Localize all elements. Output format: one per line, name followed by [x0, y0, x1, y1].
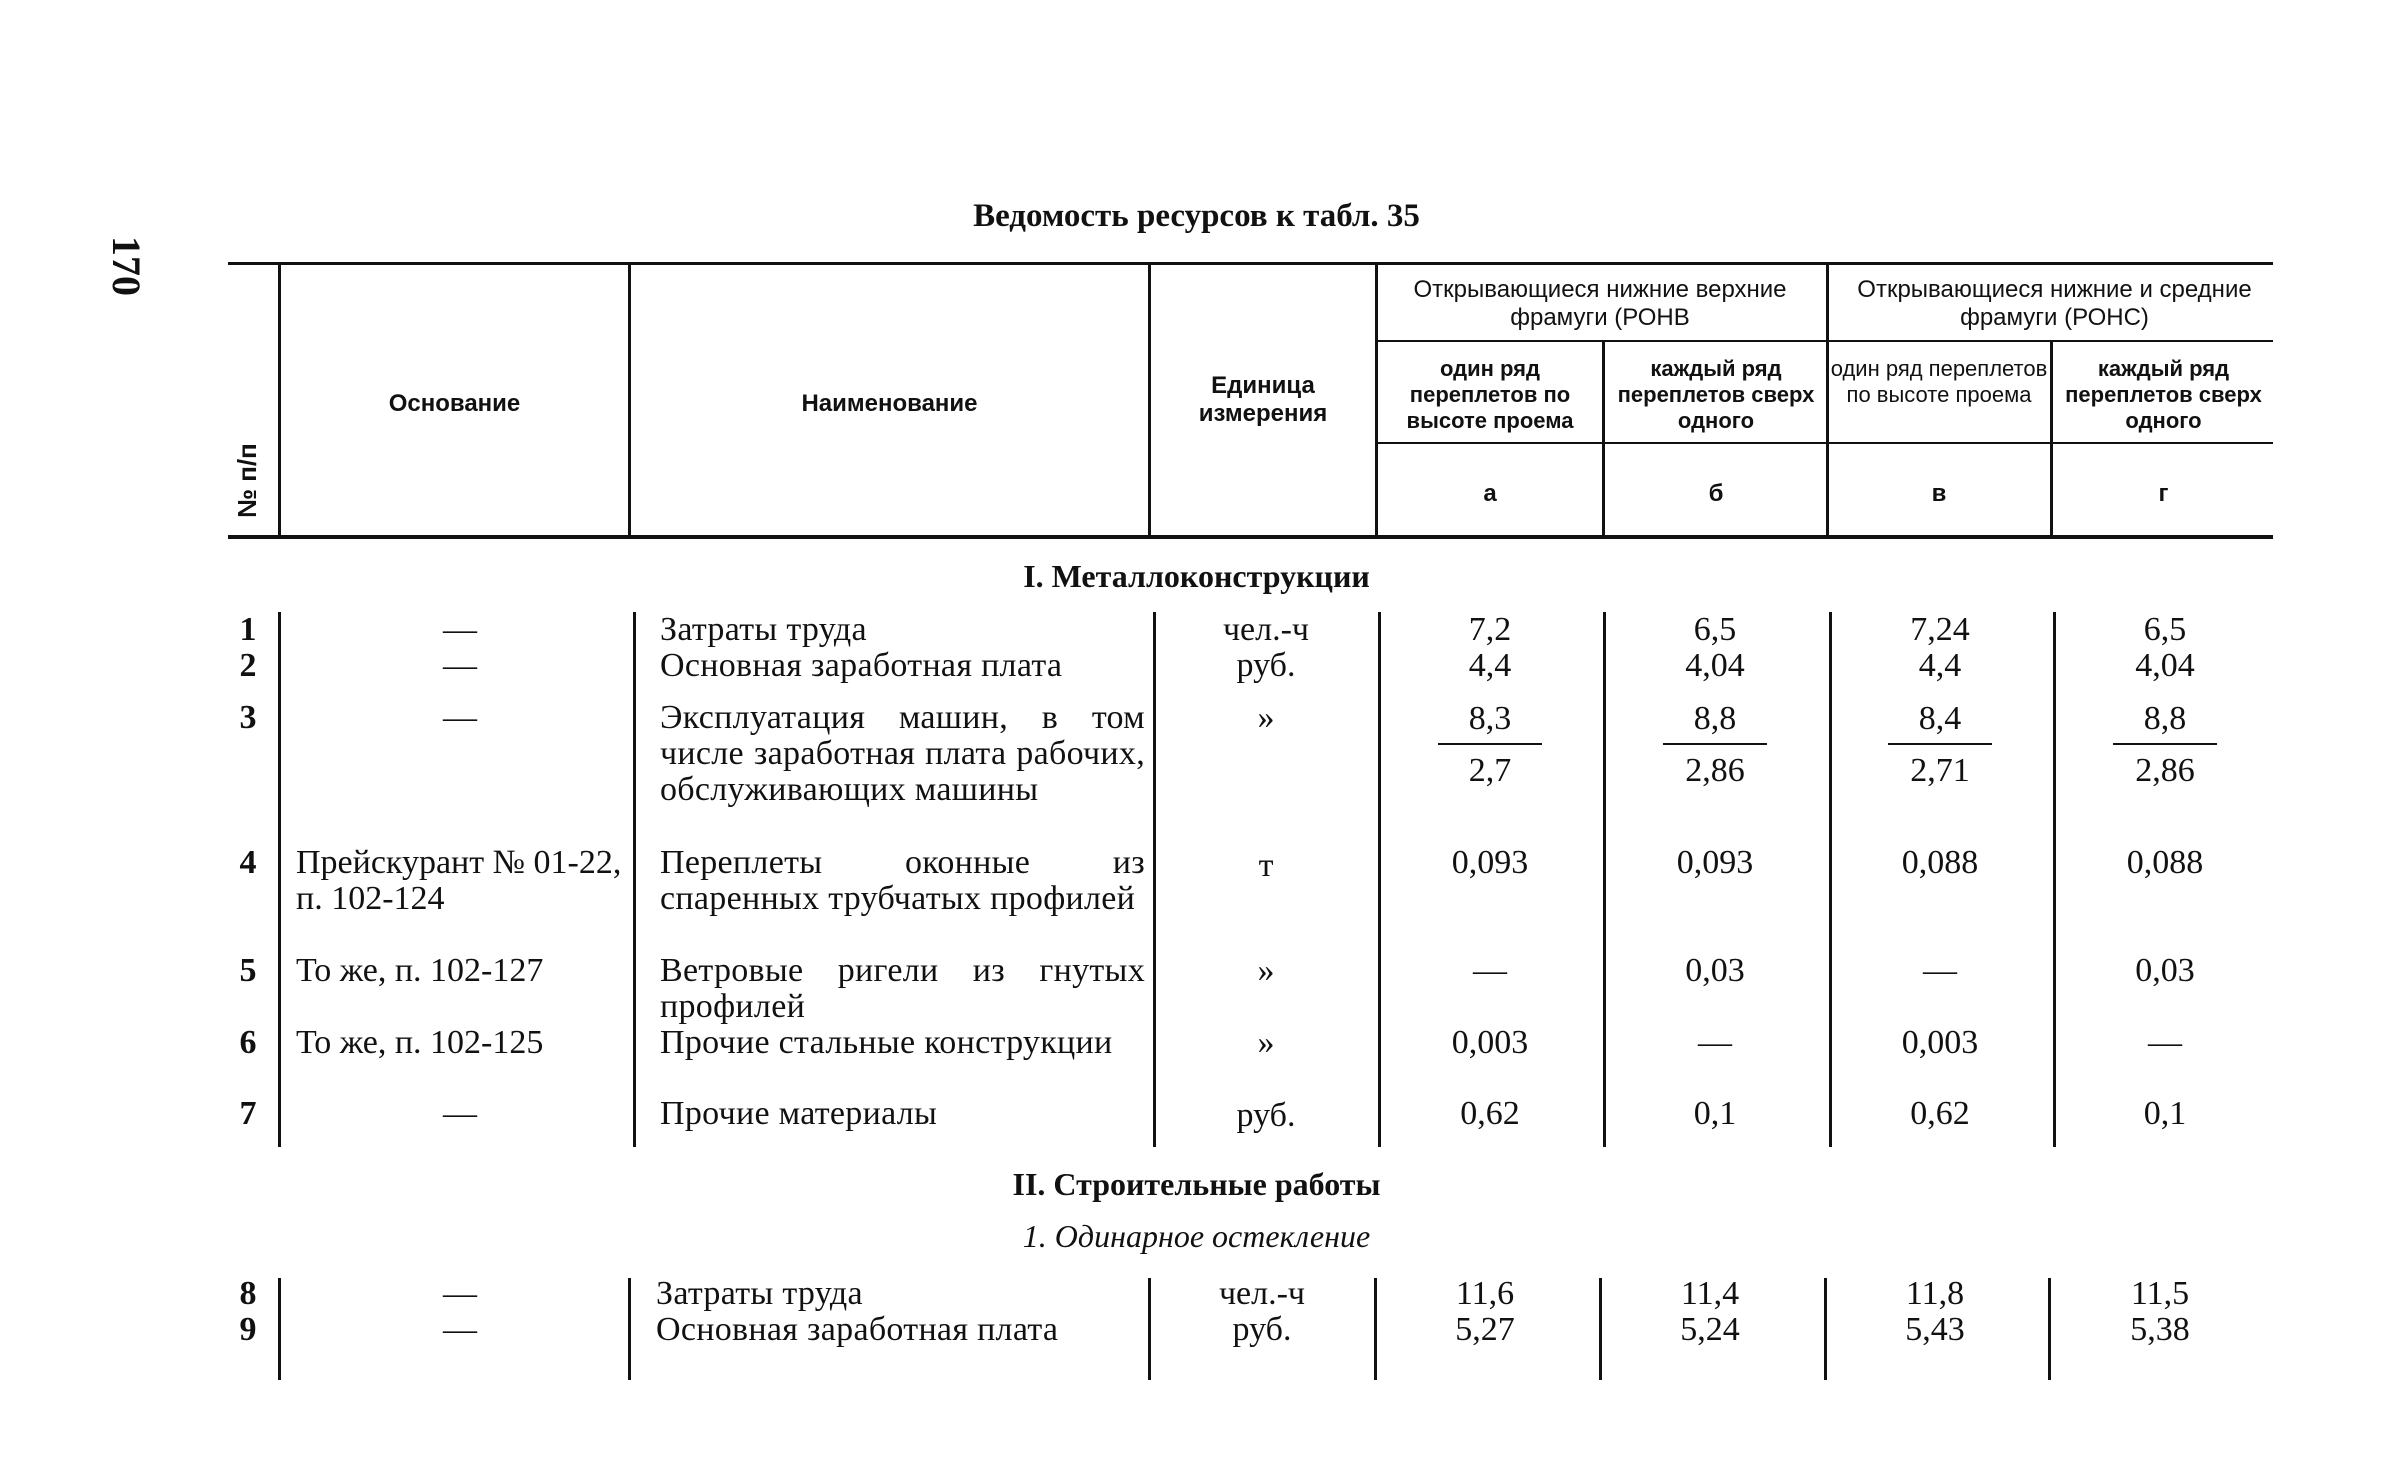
header-letter-g: г [2158, 480, 2169, 507]
row-name: Переплеты оконные из спаренных трубчатых профилей [660, 844, 1145, 917]
value-v: 0,088 [1901, 844, 1979, 881]
value-v: 0,62 [1910, 1095, 1970, 1132]
header-sub-g: каждый ряд переплетов сверх одного [2065, 356, 2262, 433]
header-basis: Основание [388, 390, 521, 417]
value-a-top: 8,3 [1468, 700, 1512, 737]
subheader-rule [1377, 442, 2273, 444]
hdr-vline-5 [1602, 342, 1605, 535]
header-group-rons: Открывающиеся нижние и средние фрамуги (РОНС) [1857, 276, 2252, 331]
row-number: 5 [239, 952, 257, 989]
row-name: Эксплуатация машин, в том числе заработная плата рабочих, обслуживающих машины [660, 699, 1145, 808]
row-number: 4 [239, 844, 257, 881]
value-b: 11,4 [1680, 1275, 1740, 1312]
value-a: 0,093 [1451, 844, 1529, 881]
value-b: — [1698, 1024, 1732, 1061]
group-rule [1377, 340, 2273, 342]
body2-vline-7 [2048, 1278, 2051, 1380]
value-v: 11,8 [1905, 1275, 1965, 1312]
row-number: 7 [239, 1095, 257, 1132]
body2-vline-2 [628, 1278, 631, 1380]
body2-vline-1 [278, 1278, 281, 1380]
table-title: Ведомость ресурсов к табл. 35 [973, 198, 1420, 234]
value-g-bottom: 2,86 [2135, 752, 2195, 789]
value-v: 4,4 [1918, 647, 1962, 684]
row-unit: чел.-ч [1222, 611, 1310, 648]
fraction-line [1888, 743, 1992, 745]
row-name: Прочие материалы [660, 1095, 938, 1132]
value-b: 0,1 [1693, 1095, 1737, 1132]
value-b: 6,5 [1693, 611, 1737, 648]
header-name: Наименование [801, 390, 978, 417]
row-unit: » [1257, 952, 1275, 989]
header-letter-b: б [1708, 480, 1724, 507]
section-title-2: II. Строительные работы [1012, 1166, 1381, 1202]
row-basis: То же, п. 102-125 [296, 1024, 544, 1061]
body2-vline-3 [1148, 1278, 1151, 1380]
hdr-vline-6 [1826, 265, 1829, 535]
row-number: 1 [239, 611, 257, 648]
value-v: 5,43 [1905, 1311, 1965, 1348]
value-g: 0,1 [2143, 1095, 2187, 1132]
header-sub-b: каждый ряд переплетов сверх одного [1617, 356, 1815, 433]
value-a-bottom: 2,7 [1468, 752, 1512, 789]
body1-vline-4 [1378, 612, 1381, 1147]
body2-vline-4 [1374, 1278, 1377, 1380]
top-rule [228, 262, 2273, 265]
hdr-vline-4 [1375, 265, 1378, 535]
header-unit: Единица измерения [1198, 372, 1328, 427]
value-g: 0,03 [2135, 952, 2195, 989]
row-name: Основная заработная плата [656, 1311, 1059, 1348]
header-sub-v: один ряд переплетов по высоте проема [1830, 356, 2048, 407]
row-name: Ветровые ригели из гнутых профилей [660, 952, 1145, 1025]
value-a: 7,2 [1468, 611, 1512, 648]
row-unit: » [1257, 699, 1275, 736]
row-basis: — [443, 611, 477, 648]
subsection-title-1: 1. Одинарное остекление [1022, 1218, 1371, 1254]
row-number: 3 [239, 699, 257, 736]
value-g-top: 8,8 [2143, 700, 2187, 737]
value-a: — [1473, 952, 1507, 989]
value-b-top: 8,8 [1693, 700, 1737, 737]
page-number: 170 [104, 236, 149, 296]
body1-vline-5 [1603, 612, 1606, 1147]
row-basis: Прейскурант № 01-22, п. 102-124 [296, 844, 622, 917]
header-letter-a: а [1483, 480, 1497, 507]
header-num: № п/п [232, 443, 262, 518]
row-basis: — [443, 1275, 477, 1312]
value-b: 5,24 [1680, 1311, 1740, 1348]
value-b: 4,04 [1685, 647, 1745, 684]
value-v-bottom: 2,71 [1910, 752, 1970, 789]
value-a: 5,27 [1455, 1311, 1515, 1348]
value-g: 11,5 [2130, 1275, 2190, 1312]
value-v: 0,003 [1901, 1024, 1979, 1061]
row-basis: — [443, 1311, 477, 1348]
section-title-1: I. Металлоконструкции [1023, 558, 1370, 594]
fraction-line [1438, 743, 1542, 745]
row-unit: руб. [1236, 1097, 1296, 1134]
value-g: 4,04 [2135, 647, 2195, 684]
value-a: 4,4 [1468, 647, 1512, 684]
row-unit: чел.-ч [1218, 1275, 1306, 1312]
body1-vline-7 [2053, 612, 2056, 1147]
value-v: — [1923, 952, 1957, 989]
value-a: 0,62 [1460, 1095, 1520, 1132]
value-a: 11,6 [1455, 1275, 1515, 1312]
header-letter-v: в [1931, 480, 1947, 507]
body1-vline-1 [278, 612, 281, 1147]
header-sub-a: один ряд переплетов по высоте проема [1406, 356, 1574, 433]
row-number: 8 [239, 1275, 257, 1312]
row-name: Прочие стальные конструкции [660, 1024, 1113, 1061]
hdr-vline-2 [628, 265, 631, 535]
row-unit: т [1258, 847, 1274, 884]
hdr-vline-7 [2050, 342, 2053, 535]
hdr-vline-3 [1148, 265, 1151, 535]
hdr-vline-1 [278, 265, 281, 535]
fraction-line [1663, 743, 1767, 745]
header-bottom-rule [228, 535, 2273, 539]
row-basis: — [443, 1095, 477, 1132]
row-unit: руб. [1236, 647, 1296, 684]
row-number: 9 [239, 1311, 257, 1348]
row-name: Основная заработная плата [660, 647, 1063, 684]
value-a: 0,003 [1451, 1024, 1529, 1061]
body2-vline-6 [1824, 1278, 1827, 1380]
value-b: 0,093 [1676, 844, 1754, 881]
body1-vline-6 [1829, 612, 1832, 1147]
fraction-line [2113, 743, 2217, 745]
body2-vline-5 [1599, 1278, 1602, 1380]
value-b: 0,03 [1685, 952, 1745, 989]
row-basis: То же, п. 102-127 [296, 952, 544, 989]
row-unit: » [1257, 1024, 1275, 1061]
row-name: Затраты труда [660, 611, 867, 648]
row-number: 2 [239, 647, 257, 684]
body1-vline-2 [633, 612, 636, 1147]
header-group-ronv: Открывающиеся нижние верхние фрамуги (РОНВ [1413, 276, 1787, 331]
row-name: Затраты труда [656, 1275, 863, 1312]
value-g: — [2148, 1024, 2182, 1061]
value-v-top: 8,4 [1918, 700, 1962, 737]
value-g: 6,5 [2143, 611, 2187, 648]
row-number: 6 [239, 1024, 257, 1061]
value-b-bottom: 2,86 [1685, 752, 1745, 789]
value-g: 0,088 [2126, 844, 2204, 881]
row-basis: — [443, 699, 477, 736]
value-g: 5,38 [2130, 1311, 2190, 1348]
value-v: 7,24 [1910, 611, 1970, 648]
row-basis: — [443, 647, 477, 684]
row-unit: руб. [1232, 1311, 1292, 1348]
